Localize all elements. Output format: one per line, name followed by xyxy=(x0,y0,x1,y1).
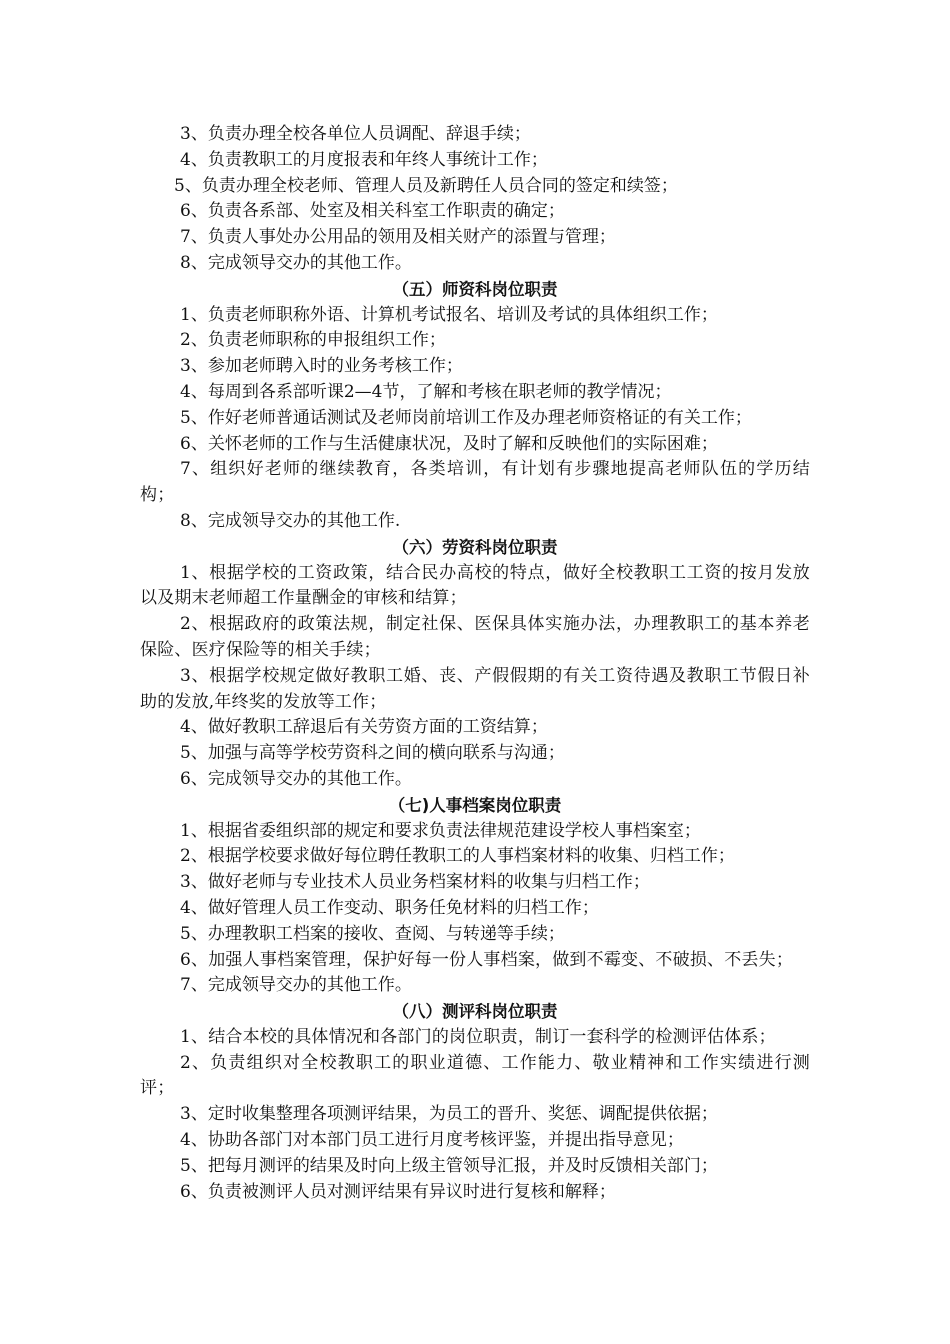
duty-item: 6、负责各系部、处室及相关科室工作职责的确定； xyxy=(180,201,565,222)
duty-item: 8、完成领导交办的其他工作。 xyxy=(180,252,412,273)
duty-item: 1、负责老师职称外语、计算机考试报名、培训及考试的具体组织工作； xyxy=(180,304,718,325)
duty-item: 6、关怀老师的工作与生活健康状况，及时了解和反映他们的实际困难； xyxy=(180,433,718,454)
duty-item: 5、负责办理全校老师、管理人员及新聘任人员合同的签定和续签； xyxy=(174,175,678,196)
duty-item: 4、每周到各系部听课2—4节，了解和考核在职老师的教学情况； xyxy=(180,381,672,402)
duty-item: 1、结合本校的具体情况和各部门的岗位职责，制订一套科学的检测评估体系； xyxy=(180,1026,776,1047)
duty-item: 3、做好老师与专业技术人员业务档案材料的收集与归档工作； xyxy=(180,872,650,893)
duty-item: 5、加强与高等学校劳资科之间的横向联系与沟通； xyxy=(180,743,565,764)
duty-item: 7、组织好老师的继续教育，各类培训，有计划有步骤地提高老师队伍的学历结构； xyxy=(140,459,810,506)
duty-item: 2、负责老师职称的申报组织工作； xyxy=(180,330,446,351)
duty-item: 5、办理教职工档案的接收、查阅、与转递等手续； xyxy=(180,923,565,944)
duty-item: 3、负责办理全校各单位人员调配、辞退手续； xyxy=(180,124,531,144)
duty-item: 3、参加老师聘入时的业务考核工作； xyxy=(180,356,463,377)
duty-item: 8、完成领导交办的其他工作. xyxy=(180,510,401,531)
section-heading-7: （七)人事档案岗位职责 xyxy=(388,795,562,815)
duty-item: 2、负责组织对全校教职工的职业道德、工作能力、敬业精神和工作实绩进行测评； xyxy=(140,1052,810,1099)
duty-item: 1、根据省委组织部的规定和要求负责法律规范建设学校人事档案室； xyxy=(180,820,701,841)
section-heading-6: （六）劳资科岗位职责 xyxy=(392,537,558,557)
section-heading-5: （五）师资科岗位职责 xyxy=(392,279,558,299)
duty-item: 5、把每月测评的结果及时向上级主管领导汇报，并及时反馈相关部门； xyxy=(180,1155,718,1176)
duty-item: 2、根据政府的政策法规，制定社保、医保具体实施办法，办理教职工的基本养老保险、医疗保险等的相关手续； xyxy=(140,614,810,660)
duty-item: 2、根据学校要求做好每位聘任教职工的人事档案材料的收集、归档工作； xyxy=(180,846,735,867)
duty-item: 4、协助各部门对本部门员工进行月度考核评鉴，并提出指导意见； xyxy=(180,1130,684,1151)
duty-item: 1、根据学校的工资政策，结合民办高校的特点，做好全校教职工工资的按月发放以及期末老师超工作量酬金的审核和结算； xyxy=(140,562,810,609)
duty-item: 6、加强人事档案管理，保护好每一份人事档案，做到不霉变、不破损、不丢失； xyxy=(180,949,794,970)
duty-item: 6、负责被测评人员对测评结果有异议时进行复核和解释； xyxy=(180,1181,616,1202)
duty-item: 3、根据学校规定做好教职工婚、丧、产假假期的有关工资待遇及教职工节假日补助的发放,年终奖的发放等工作； xyxy=(140,665,810,712)
duty-item: 4、负责教职工的月度报表和年终人事统计工作； xyxy=(180,149,548,170)
duty-item: 7、负责人事处办公用品的领用及相关财产的添置与管理； xyxy=(180,227,616,248)
duty-item: 6、完成领导交办的其他工作。 xyxy=(180,768,412,789)
duty-item: 3、定时收集整理各项测评结果，为员工的晋升、奖惩、调配提供依据； xyxy=(180,1104,718,1125)
duty-item: 5、作好老师普通话测试及老师岗前培训工作及办理老师资格证的有关工作； xyxy=(180,407,752,428)
duty-item: 4、做好教职工辞退后有关劳资方面的工资结算； xyxy=(180,717,548,738)
duty-item: 4、做好管理人员工作变动、职务任免材料的归档工作； xyxy=(180,897,599,918)
duty-item: 7、完成领导交办的其他工作。 xyxy=(180,975,412,996)
section-heading-8: （八）测评科岗位职责 xyxy=(392,1002,558,1022)
